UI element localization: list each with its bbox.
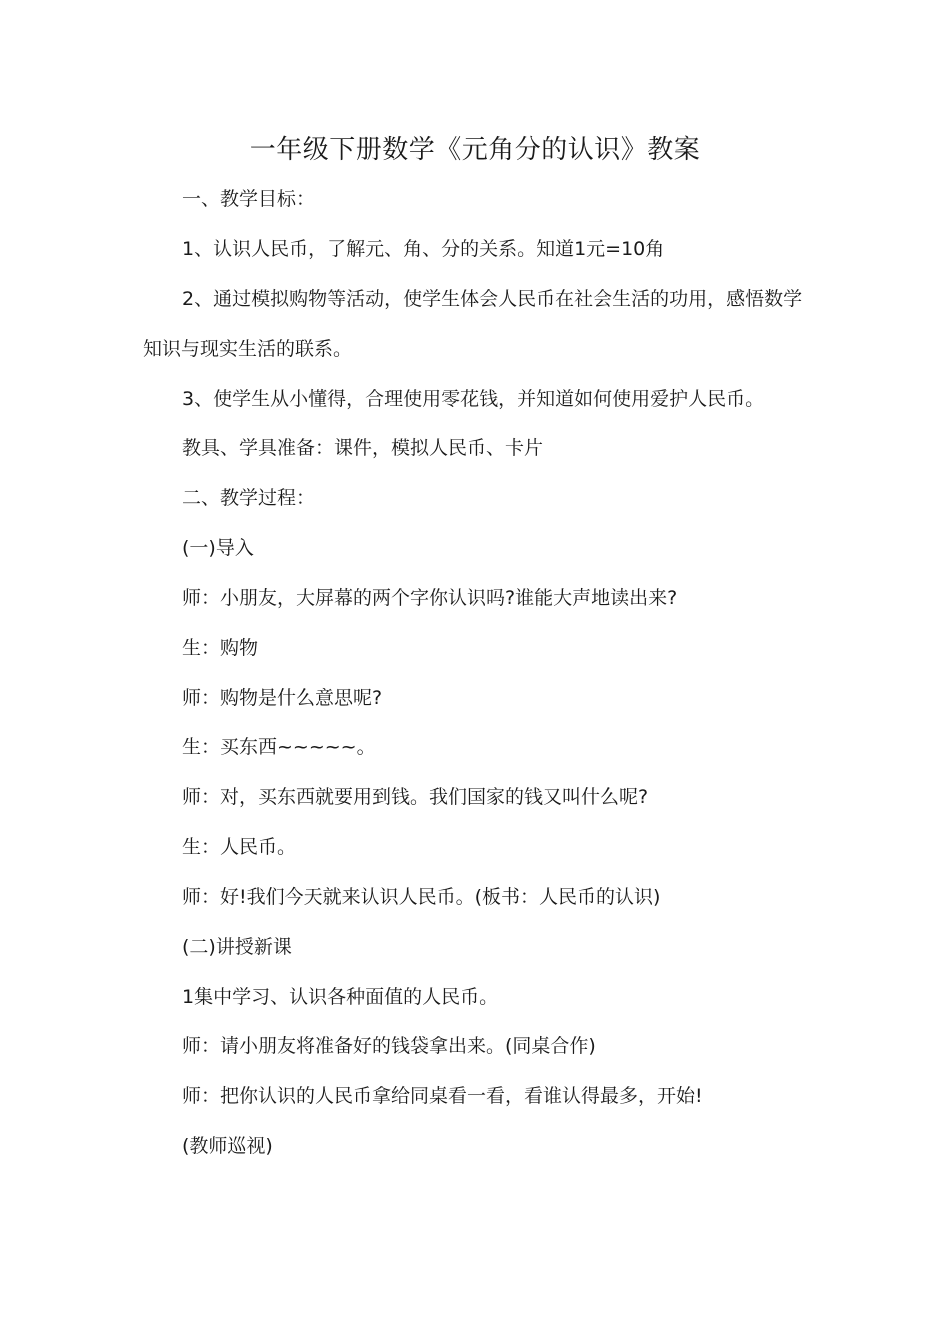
paragraph-objective-2: 2、通过模拟购物等活动，使学生体会人民币在社会生活的功用，感悟数学 <box>182 288 803 310</box>
paragraph-teacher-note: (教师巡视) <box>182 1135 273 1157</box>
document-title: 一年级下册数学《元角分的认识》教案 <box>249 135 701 165</box>
paragraph-objectives-heading: 一、教学目标： <box>182 188 316 210</box>
paragraph-dialogue: 师：请小朋友将准备好的钱袋拿出来。(同桌合作) <box>182 1035 596 1057</box>
paragraph-dialogue: 师：好!我们今天就来认识人民币。(板书：人民币的认识) <box>182 886 661 908</box>
paragraph-dialogue: 生：购物 <box>182 637 259 659</box>
paragraph-materials: 教具、学具准备：课件，模拟人民币、卡片 <box>182 437 544 459</box>
paragraph-dialogue: 生：买东西~~~~~。 <box>182 736 376 758</box>
paragraph-dialogue: 生：人民币。 <box>182 836 297 858</box>
paragraph-dialogue: 师：对，买东西就要用到钱。我们国家的钱又叫什么呢? <box>182 786 649 808</box>
paragraph-step-1: 1集中学习、认识各种面值的人民币。 <box>182 986 499 1008</box>
paragraph-dialogue: 师：小朋友，大屏幕的两个字你认识吗?谁能大声地读出来? <box>182 587 678 609</box>
paragraph-dialogue: 师：购物是什么意思呢? <box>182 687 383 709</box>
paragraph-objective-2-continued: 知识与现实生活的联系。 <box>143 338 353 360</box>
paragraph-intro-heading: (一)导入 <box>182 537 254 559</box>
paragraph-process-heading: 二、教学过程： <box>182 487 316 509</box>
paragraph-objective-1: 1、认识人民币，了解元、角、分的关系。知道1元=10角 <box>182 238 665 260</box>
paragraph-objective-3: 3、使学生从小懂得，合理使用零花钱，并知道如何使用爱护人民币。 <box>182 388 765 410</box>
paragraph-dialogue: 师：把你认识的人民币拿给同桌看一看，看谁认得最多，开始! <box>182 1085 703 1107</box>
paragraph-new-lesson-heading: (二)讲授新课 <box>182 936 292 958</box>
